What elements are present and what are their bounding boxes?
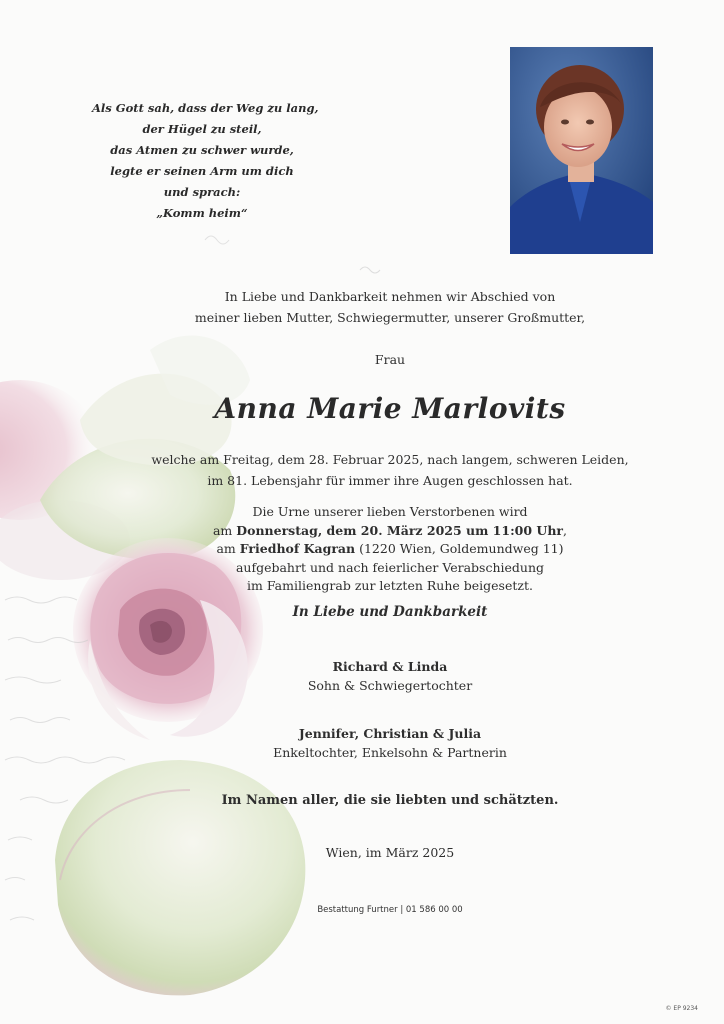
funeral-line: aufgebahrt und nach feierlicher Verabschiedung [235,559,545,575]
portrait-photo [510,47,653,254]
poem-line: das Atmen zu schwer wurde, [110,143,294,157]
poem-line: und sprach: [163,185,241,199]
funeral-date: Donnerstag, dem 20. März 2025 um 11:00 Uhr [236,522,564,538]
mourner-group [110,724,670,762]
memorial-poem [92,98,319,224]
farewell-intro [110,286,670,328]
mourner-names: Richard & Linda [332,659,448,674]
poem-line: der Hügel zu steil, [142,122,262,136]
mourner-relation: Enkeltochter, Enkelsohn & Partnerin [273,745,507,760]
funeral-location-line [110,540,670,559]
undertaker-info: Bestattung Furtner | 01 586 00 00 [317,905,463,915]
funeral-location-prefix: am [216,541,236,556]
cemetery-name: Friedhof Kagran [239,541,356,556]
death-line: im 81. Lebensjahr für immer ihre Augen geschlossen hat. [207,473,573,488]
salutation: Frau [374,352,406,367]
funeral-line: im Familiengrab zur letzten Ruhe beigesetzt. [247,578,533,593]
place-date: Wien, im März 2025 [325,845,455,860]
death-notice [110,449,670,491]
poem-line: Als Gott sah, dass der Weg zu lang, [92,101,319,115]
funeral-date-prefix: am [212,522,233,538]
funeral-date-line [110,522,670,541]
mourner-group [110,657,670,695]
mourner-relation: Sohn & Schwiegertochter [307,678,473,693]
funeral-line: Die Urne unserer lieben Verstorbenen wird [252,504,528,519]
print-code: © EP 9234 [665,1005,698,1012]
poem-line: „Komm heim“ [156,206,248,220]
mourner-names: Jennifer, Christian & Julia [298,726,482,741]
cemetery-address: (1220 Wien, Goldemundweg 11) [359,541,564,556]
subheading: In Liebe und Dankbarkeit [292,604,488,620]
intro-line: In Liebe und Dankbarkeit nehmen wir Abschied von [224,289,556,304]
poem-line: legte er seinen Arm um dich [110,164,294,178]
funeral-details [110,503,670,596]
death-line: welche am Freitag, dem 28. Februar 2025, nach langem, schweren Leiden, [151,452,629,467]
deceased-name: Anna Marie Marlovits [214,392,566,425]
closing-line: Im Namen aller, die sie liebten und schätzten. [221,793,559,808]
intro-line: meiner lieben Mutter, Schwiegermutter, unserer Großmutter, [194,310,586,325]
funeral-date-suffix: , [563,522,567,538]
